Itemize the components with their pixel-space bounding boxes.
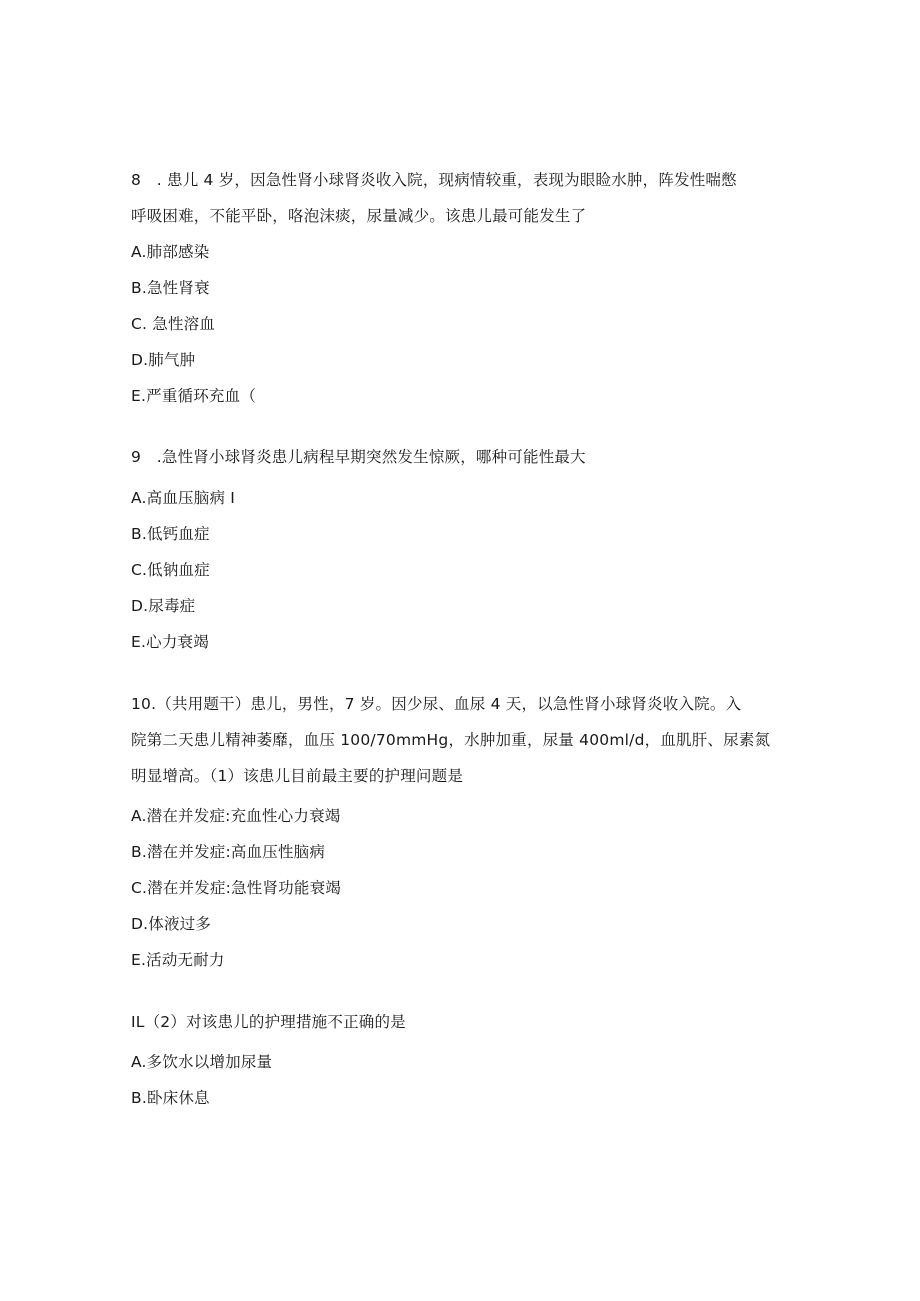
option-b: B.卧床休息	[131, 1089, 210, 1107]
option-e: E.活动无耐力	[131, 951, 225, 969]
option-a: A.高血压脑病 I	[131, 489, 236, 507]
option-a: A.多饮水以增加尿量	[131, 1053, 273, 1071]
option-d: D.尿毒症	[131, 597, 196, 615]
option-c: C. 急性溶血	[131, 315, 216, 333]
option-b: B.潜在并发症:高血压性脑病	[131, 843, 326, 861]
question-stem-line: 呼吸困难，不能平卧，咯泡沫痰，尿量减少。该患儿最可能发生了	[131, 207, 587, 225]
option-e: E.心力衰竭	[131, 633, 209, 651]
option-e: E.严重循环充血（	[131, 387, 257, 405]
question-stem-line: 9 .急性肾小球肾炎患儿病程早期突然发生惊厥，哪种可能性最大	[131, 448, 586, 466]
question-stem-line: IL（2）对该患儿的护理措施不正确的是	[131, 1013, 406, 1031]
question-stem-line: 8 . 患儿 4 岁，因急性肾小球肾炎收入院，现病情较重，表现为眼睑水肿，阵发性喘憋	[131, 171, 737, 189]
option-b: B.急性肾衰	[131, 279, 210, 297]
option-a: A.肺部感染	[131, 243, 210, 261]
question-stem-line: 10.（共用题干）患儿，男性，7 岁。因少尿、血尿 4 天，以急性肾小球肾炎收入院。入	[131, 695, 742, 713]
question-stem-line: 院第二天患儿精神萎靡，血压 100/70mmHg，水肿加重，尿量 400ml/d，血肌肝、尿素氮	[131, 731, 771, 749]
option-d: D.肺气肿	[131, 351, 196, 369]
option-b: B.低钙血症	[131, 525, 210, 543]
option-c: C.低钠血症	[131, 561, 210, 579]
option-a: A.潜在并发症:充血性心力衰竭	[131, 807, 341, 825]
question-stem-line: 明显增高。（1）该患儿目前最主要的护理问题是	[131, 767, 464, 785]
option-c: C.潜在并发症:急性肾功能衰竭	[131, 879, 341, 897]
option-d: D.体液过多	[131, 915, 212, 933]
